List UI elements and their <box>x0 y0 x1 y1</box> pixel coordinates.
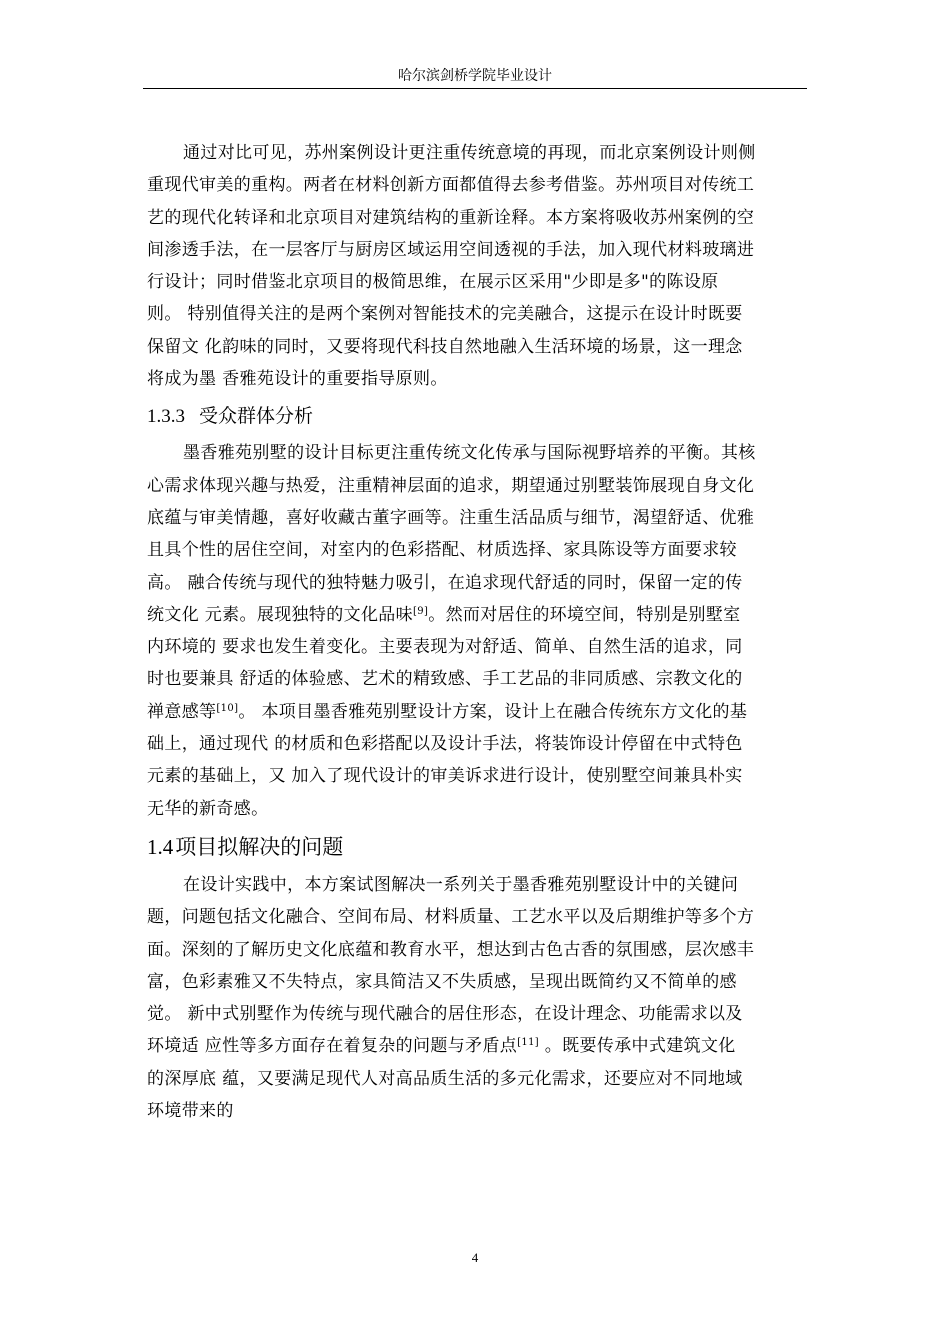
text-line: 高。 融合传统与现代的独特魅力吸引，在追求现代舒适的同时，保留一定的传 <box>147 572 743 593</box>
text-line: 时也要兼具 舒适的体验感、艺术的精致感、手工艺品的非同质感、宗教文化的 <box>147 669 743 690</box>
text-line: 元素的基础上，又 加入了现代设计的审美诉求进行设计，使别墅空间兼具朴实 <box>147 766 743 787</box>
text-line: 重现代审美的重构。两者在材料创新方面都值得去参考借鉴。苏州项目对传统工 <box>147 175 755 196</box>
text-line: 将成为墨 香雅苑设计的重要指导原则。 <box>147 369 448 390</box>
text-line: 墨香雅苑别墅的设计目标更注重传统文化传承与国际视野培养的平衡。其核 <box>183 443 756 464</box>
text-line: 且具个性的居住空间，对室内的色彩搭配、材质选择、家具陈设等方面要求较 <box>147 540 737 561</box>
text-line: 的深厚底 蕴，又要满足现代人对高品质生活的多元化需求，还要应对不同地域 <box>147 1068 743 1089</box>
text-line: 间渗透手法，在一层客厅与厨房区域运用空间透视的手法，加入现代材料玻璃进 <box>147 239 755 260</box>
text-line: 觉。 新中式别墅作为传统与现代融合的居住形态，在设计理念、功能需求以及 <box>147 1004 743 1025</box>
text-line <box>147 696 809 728</box>
section-number: 1.4 <box>147 834 174 859</box>
citation-marker: [10] <box>216 702 239 714</box>
text-line: 面。深刻的了解历史文化底蕴和教育水平，想达到古色古香的氛围感，层次感丰 <box>147 939 755 960</box>
page-header-title: 哈尔滨剑桥学院毕业设计 <box>398 68 552 84</box>
section-number: 1.3.3 <box>147 406 185 428</box>
text-segment: 禅意感等 <box>147 701 217 722</box>
text-line: 心需求体现兴趣与热爱，注重精神层面的追求，期望通过别墅装饰展现自身文化 <box>147 475 755 496</box>
text-segment: 。 本项目墨香雅苑别墅设计方案，设计上在融合传统东方文化的基 <box>238 701 748 722</box>
text-line <box>147 599 809 631</box>
text-line: 内环境的 要求也发生着变化。主要表现为对舒适、简单、自然生活的追求，同 <box>147 637 743 658</box>
text-segment: 。既要传承中式建筑文化 <box>539 1036 736 1057</box>
text-line: 保留文 化韵味的同时，又要将现代科技自然地融入生活环境的场景，这一理念 <box>147 336 743 357</box>
text-line <box>147 1030 809 1062</box>
header-divider <box>143 88 807 89</box>
section-heading-1-3-3 <box>147 396 809 437</box>
text-line: 通过对比可见，苏州案例设计更注重传统意境的再现，而北京案例设计则侧 <box>183 143 756 163</box>
section-title: 受众群体分析 <box>199 405 314 428</box>
text-segment: 统文化 元素。展现独特的文化品味 <box>147 604 414 625</box>
text-line: 则。 特别值得关注的是两个案例对智能技术的完美融合，这提示在设计时既要 <box>147 304 743 325</box>
text-line: 环境带来的 <box>147 1101 234 1122</box>
text-segment: 环境适 应性等多方面存在着复杂的问题与矛盾点 <box>147 1036 518 1057</box>
paragraph-problems <box>147 869 809 1127</box>
text-line: 富，色彩素雅又不失特点，家具简洁又不失质感，呈现出既简约又不简单的感 <box>147 971 737 992</box>
text-line: 题，问题包括文化融合、空间布局、材料质量、工艺水平以及后期维护等多个方 <box>147 907 755 928</box>
page-number: 4 <box>471 1250 479 1265</box>
citation-marker: [11] <box>517 1037 540 1049</box>
section-heading-1-4 <box>147 825 809 869</box>
text-line: 行设计；同时借鉴北京项目的极简思维，在展示区采用"少即是多"的陈设原 <box>147 272 719 293</box>
text-line: 底蕴与审美情趣，喜好收藏古董字画等。注重生活品质与细节，渴望舒适、优雅 <box>147 507 755 528</box>
text-line: 无华的新奇感。 <box>147 798 269 819</box>
text-line: 础上，通过现代 的材质和色彩搭配以及设计手法，将装饰设计停留在中式特色 <box>147 734 743 755</box>
text-line: 在设计实践中，本方案试图解决一系列关于墨香雅苑别墅设计中的关键问 <box>183 874 739 895</box>
citation-marker: [9] <box>413 605 429 617</box>
section-title: 项目拟解决的问题 <box>175 834 344 859</box>
text-line: 艺的现代化转译和北京项目对建筑结构的重新诠释。本方案将吸收苏州案例的空 <box>147 207 755 228</box>
paragraph-comparison <box>147 137 809 395</box>
text-segment: 。然而对居住的环境空间，特别是别墅室 <box>428 604 741 625</box>
paragraph-audience <box>147 437 809 825</box>
document-body <box>147 137 809 1127</box>
